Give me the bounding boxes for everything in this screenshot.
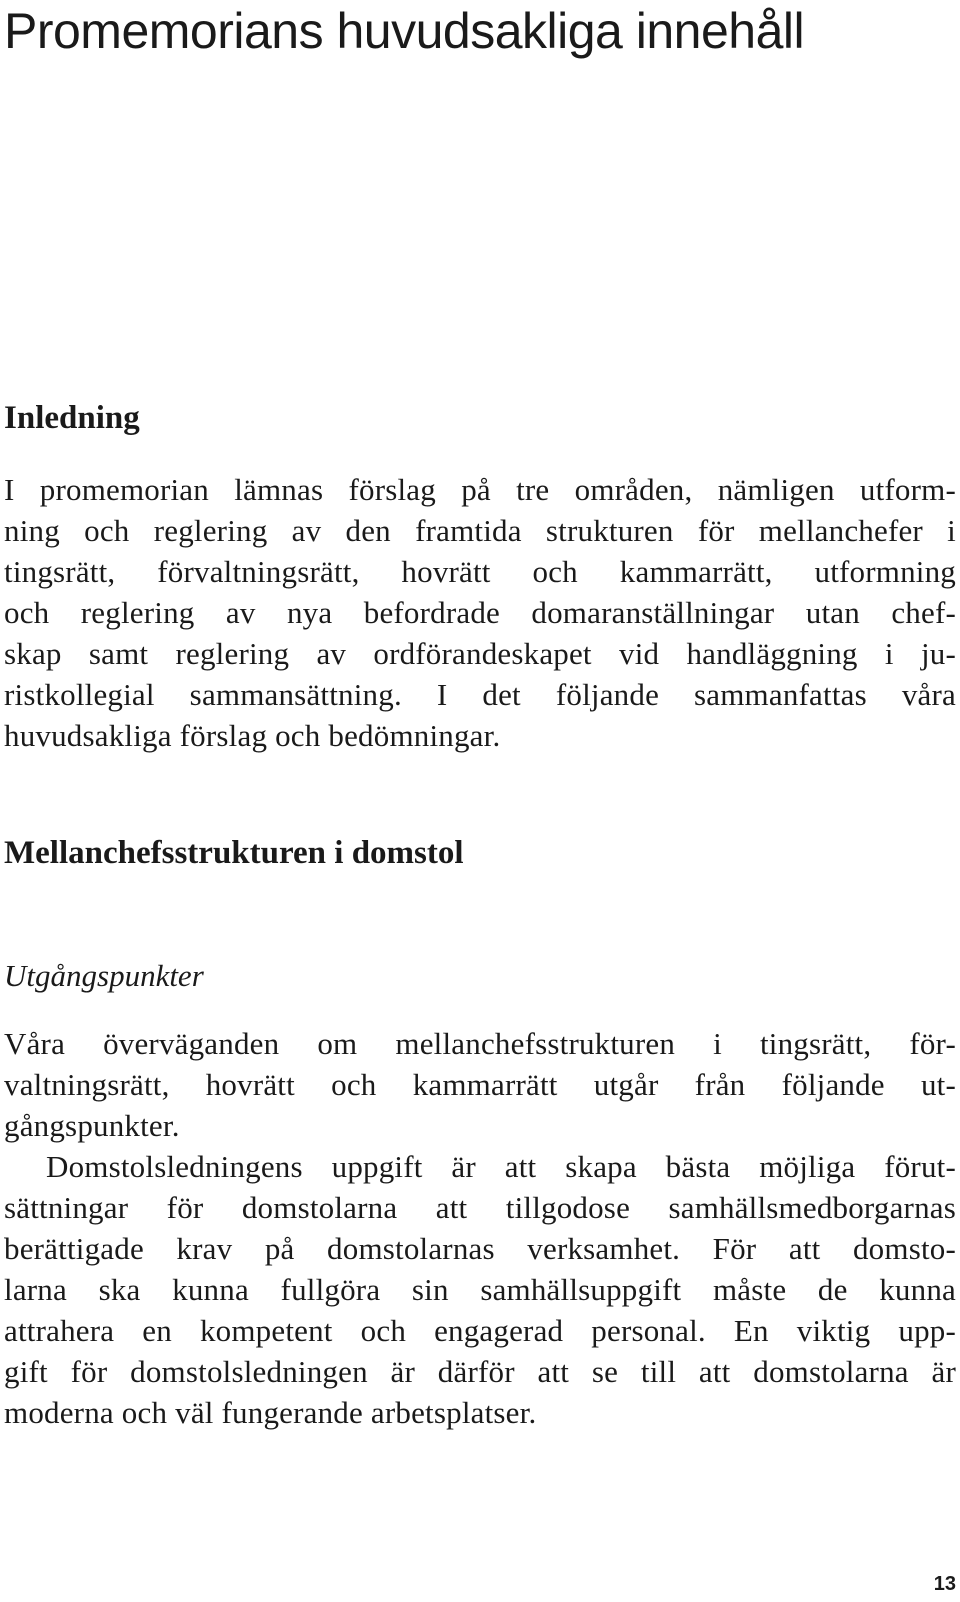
- subheading-utgangspunkter: Utgångspunkter: [4, 958, 204, 993]
- text-line: Våra överväganden om mellanchefsstrukturen i tingsrätt, för-: [4, 1026, 956, 1061]
- text-line: berättigade krav på domstolarnas verksamhet. För att domsto-: [4, 1231, 956, 1266]
- text-line: gångspunkter.: [4, 1108, 180, 1143]
- section-heading-inledning: Inledning: [4, 400, 140, 436]
- text-line: tingsrätt, förvaltningsrätt, hovrätt och kammarrätt, utformning: [4, 554, 956, 589]
- text-line: valtningsrätt, hovrätt och kammarrätt utgår från följande ut-: [4, 1067, 956, 1102]
- text-line: sättningar för domstolarna att tillgodose samhällsmedborgarnas: [4, 1190, 956, 1225]
- text-line: larna ska kunna fullgöra sin samhällsuppgift måste de kunna: [4, 1272, 956, 1307]
- page-title: Promemorians huvudsakliga innehåll: [4, 3, 805, 59]
- body-paragraph-1: [4, 1023, 956, 1146]
- intro-paragraph: [4, 469, 956, 756]
- text-line: attrahera en kompetent och engagerad personal. En viktig upp-: [4, 1313, 956, 1348]
- text-line: ristkollegial sammansättning. I det följande sammanfattas våra: [4, 677, 956, 712]
- text-line: gift för domstolsledningen är därför att se till att domstolarna är: [4, 1354, 956, 1389]
- section-heading-mellanchefsstrukturen: Mellanchefsstrukturen i domstol: [4, 835, 464, 871]
- body-paragraph-2: [4, 1146, 956, 1433]
- text-line: huvudsakliga förslag och bedömningar.: [4, 718, 501, 753]
- text-line: I promemorian lämnas förslag på tre områden, nämligen utform-: [4, 472, 956, 507]
- text-line: ning och reglering av den framtida strukturen för mellanchefer i: [4, 513, 956, 548]
- text-line: moderna och väl fungerande arbetsplatser.: [4, 1395, 537, 1430]
- text-line: och reglering av nya befordrade domaranställningar utan chef-: [4, 595, 956, 630]
- text-line: skap samt reglering av ordförandeskapet vid handläggning i ju-: [4, 636, 956, 671]
- page-number: 13: [933, 1573, 956, 1595]
- text-line: Domstolsledningens uppgift är att skapa bästa möjliga förut-: [46, 1149, 956, 1184]
